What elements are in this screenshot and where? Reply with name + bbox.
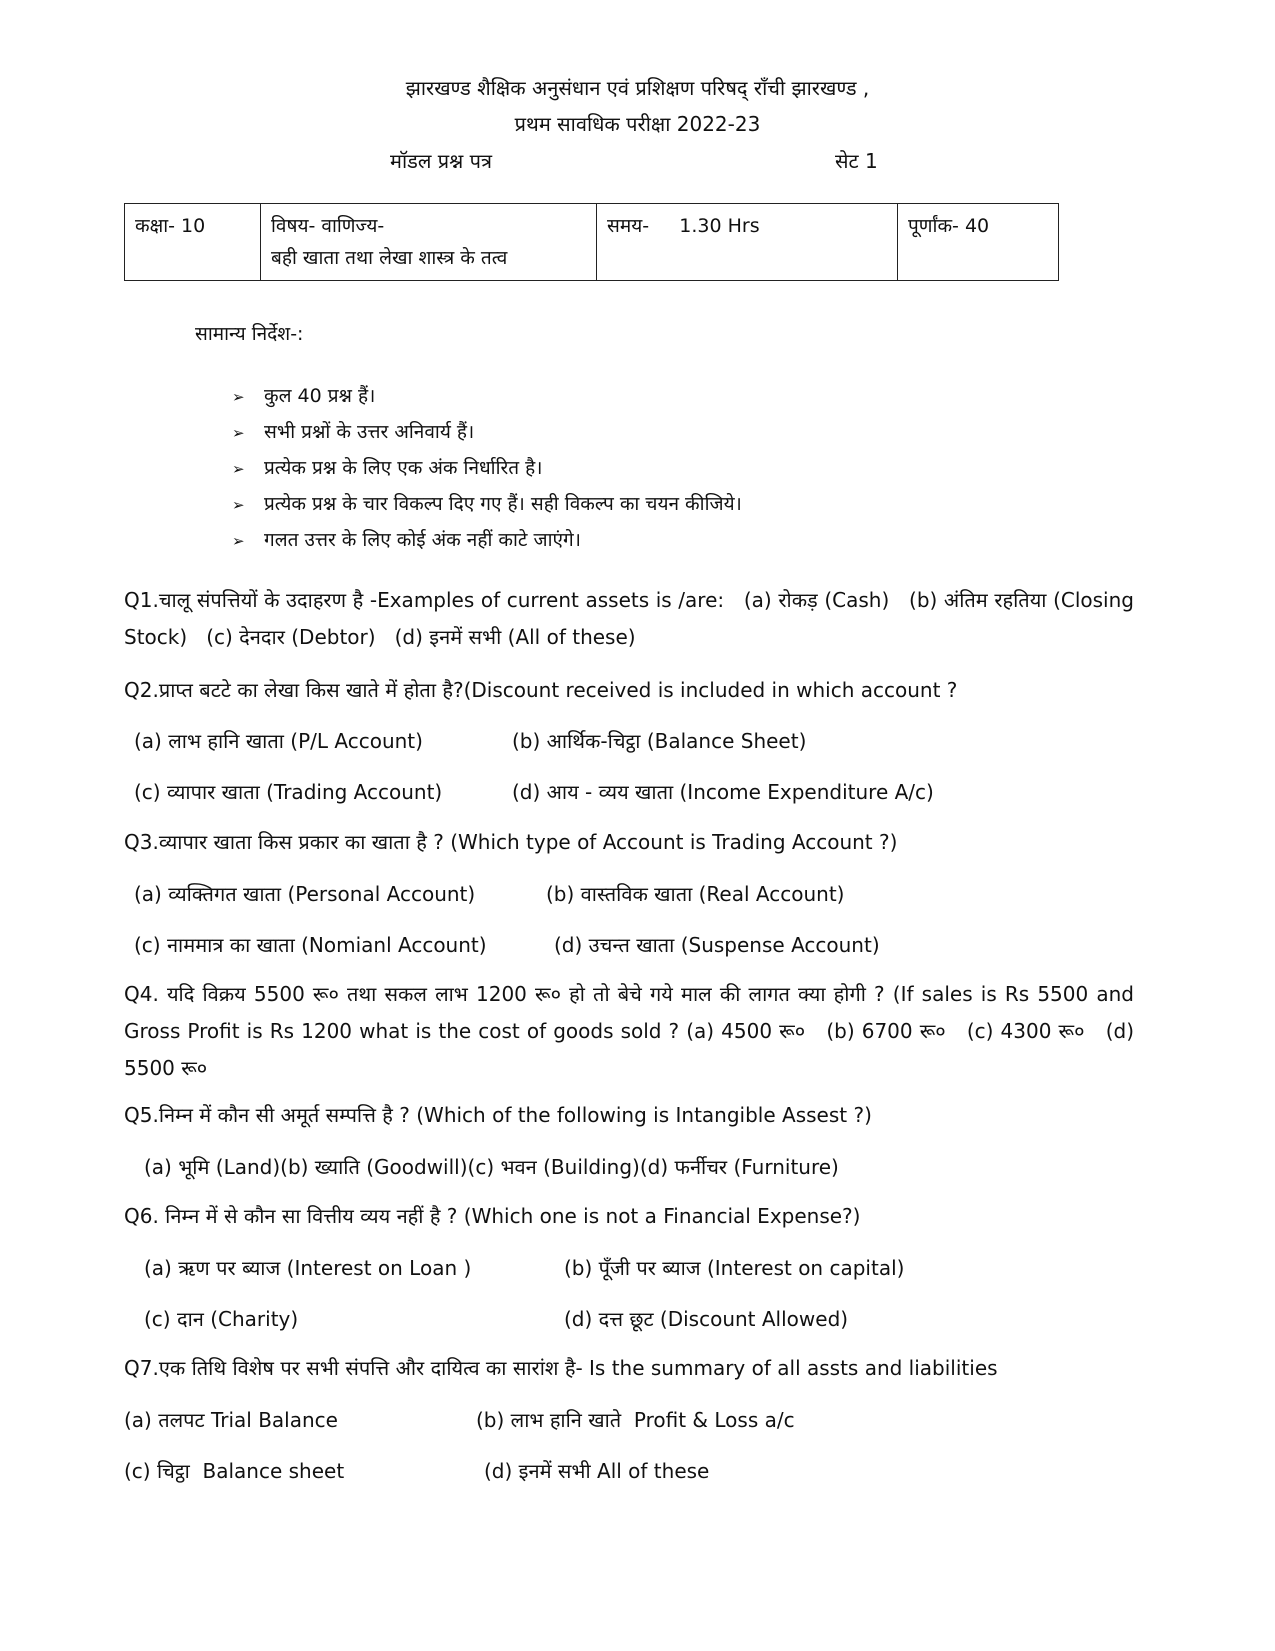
question-2-option-b: (b) आर्थिक-चिट्ठा (Balance Sheet) [512, 729, 807, 753]
header-paper-type: मॉडल प्रश्न पत्र [390, 149, 493, 173]
question-3: Q3.व्यापार खाता किस प्रकार का खाता है ? (Which type of Account is Trading Account ?) [124, 830, 898, 854]
info-marks: पूर्णांक- 40 [898, 204, 1059, 281]
question-2-option-a: (a) लाभ हानि खाता (P/L Account) [134, 729, 423, 753]
info-class: कक्षा- 10 [125, 204, 261, 281]
instructions-list [232, 378, 742, 558]
arrowhead-bullet-icon: ➢ [232, 388, 245, 406]
question-3-option-b: (b) वास्तविक खाता (Real Account) [546, 882, 845, 906]
info-subject [261, 204, 597, 281]
question-6-option-b: (b) पूँजी पर ब्याज (Interest on capital) [564, 1256, 905, 1280]
question-6-option-c: (c) दान (Charity) [144, 1307, 299, 1331]
question-1: Q1.चालू संपत्तियों के उदाहरण है -Examples of current assets is /are: (a) रोकड़ (Cash) (b) अंतिम रहतिया (Closing Stock) (c) देनदार (Debtor) (d) इनमें सभी (All of these) [124, 588, 1141, 649]
instruction-item: ➢ गलत उत्तर के लिए कोई अंक नहीं काटे जाएंगे। [232, 522, 742, 558]
arrowhead-bullet-icon: ➢ [232, 460, 245, 478]
arrowhead-bullet-icon: ➢ [232, 424, 245, 442]
arrowhead-bullet-icon: ➢ [232, 496, 245, 514]
question-7-option-b: (b) लाभ हानि खाते Profit & Loss a/c [476, 1408, 795, 1432]
question-7: Q7.एक तिथि विशेष पर सभी संपत्ति और दायित्व का सारांश है- Is the summary of all assts and liabilities [124, 1356, 998, 1380]
question-2-option-c: (c) व्यापार खाता (Trading Account) [134, 780, 443, 804]
instruction-item: ➢ प्रत्येक प्रश्न के लिए एक अंक निर्धारित है। [232, 450, 742, 486]
question-6: Q6. निम्न में से कौन सा वित्तीय व्यय नहीं है ? (Which one is not a Financial Expense?) [124, 1204, 861, 1228]
question-6-option-a: (a) ऋण पर ब्याज (Interest on Loan ) [144, 1256, 472, 1280]
question-3-option-c: (c) नाममात्र का खाता (Nomianl Account) [134, 933, 487, 957]
header-set: सेट 1 [835, 149, 878, 173]
arrowhead-bullet-icon: ➢ [232, 532, 245, 550]
header-exam-name: प्रथम सावधिक परीक्षा 2022-23 [514, 112, 761, 136]
question-7-option-c: (c) चिट्ठा Balance sheet [124, 1459, 345, 1483]
instruction-item: ➢ सभी प्रश्नों के उत्तर अनिवार्य हैं। [232, 414, 742, 450]
question-4: Q4. यदि विक्रय 5500 रू० तथा सकल लाभ 1200 रू० हो तो बेचे गये माल की लागत क्या होगी ? (If sales is Rs 5500 and Gross Profit is Rs 1200 what is the cost of goods sold ? (a) 4500 रू० (b) 6700 रू० (c) 4300 रू० (d) 5500 रू० [124, 982, 1141, 1080]
exam-info-table [124, 203, 1059, 281]
question-5-options: (a) भूमि (Land)(b) ख्याति (Goodwill)(c) भवन (Building)(d) फर्नीचर (Furniture) [144, 1155, 839, 1179]
info-subject-line2: बही खाता तथा लेखा शास्त्र के तत्व [271, 247, 508, 269]
question-3-option-a: (a) व्यक्तिगत खाता (Personal Account) [134, 882, 476, 906]
instruction-item: ➢ कुल 40 प्रश्न हैं। [232, 378, 742, 414]
question-5: Q5.निम्न में कौन सी अमूर्त सम्पत्ति है ? (Which of the following is Intangible Assest ?) [124, 1103, 872, 1127]
question-7-option-a: (a) तलपट Trial Balance [124, 1408, 338, 1432]
instruction-item: ➢ प्रत्येक प्रश्न के चार विकल्प दिए गए हैं। सही विकल्प का चयन कीजिये। [232, 486, 742, 522]
info-subject-line1: विषय- वाणिज्य- [271, 215, 385, 237]
header-council-name: झारखण्ड शैक्षिक अनुसंधान एवं प्रशिक्षण परिषद् राँची झारखण्ड , [405, 76, 870, 100]
question-6-option-d: (d) दत्त छूट (Discount Allowed) [564, 1307, 849, 1331]
question-2-option-d: (d) आय - व्यय खाता (Income Expenditure A/c) [512, 780, 934, 804]
info-time: समय- 1.30 Hrs [597, 204, 898, 281]
instructions-title: सामान्य निर्देश-: [195, 323, 304, 345]
question-7-option-d: (d) इनमें सभी All of these [484, 1459, 710, 1483]
question-2: Q2.प्राप्त बटटे का लेखा किस खाते में होता है?(Discount received is included in which account ? [124, 678, 958, 702]
question-3-option-d: (d) उचन्त खाता (Suspense Account) [554, 933, 880, 957]
